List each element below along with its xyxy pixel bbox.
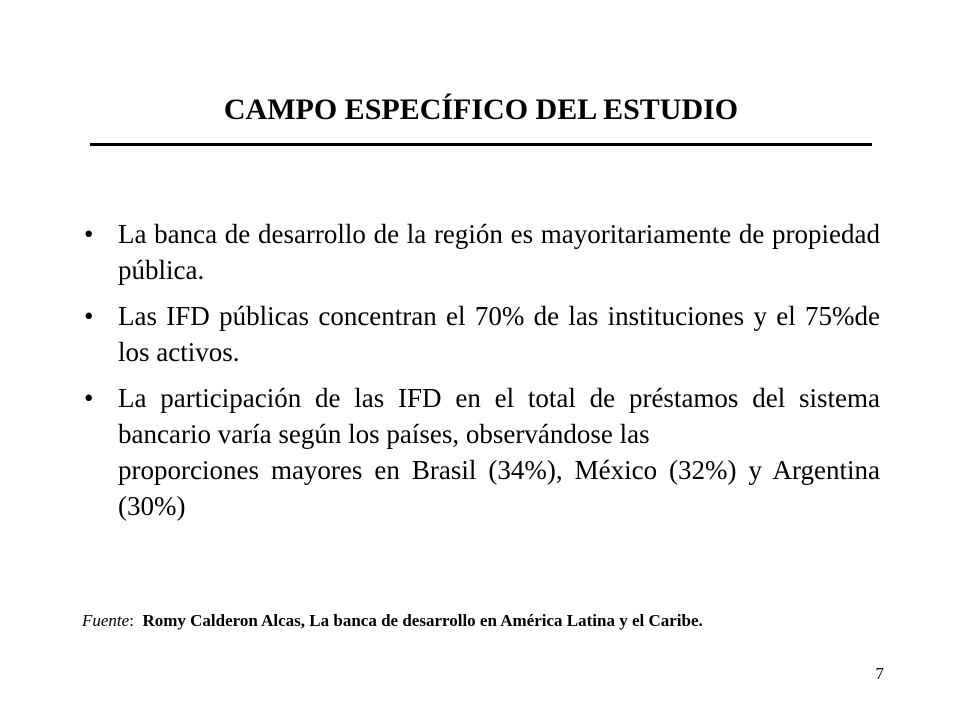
page-number: 7 [875, 664, 884, 683]
bullet-marker: • [84, 383, 94, 413]
source-separator: : [129, 611, 134, 630]
bullet-item [80, 298, 880, 370]
bullet-text: La banca de desarrollo de la región es mayoritariamente de propiedad pública. [118, 219, 880, 285]
bullet-list [80, 216, 880, 534]
source-text: Romy Calderon Alcas, La banca de desarrollo en América Latina y el Caribe. [142, 611, 703, 630]
bullet-continuation: proporciones mayores en Brasil (34%), México (32%) y Argentina (30%) [118, 455, 880, 521]
bullet-item [80, 216, 880, 288]
title-underline [90, 143, 872, 146]
slide-title: CAMPO ESPECÍFICO DEL ESTUDIO [223, 93, 739, 126]
bullet-marker: • [84, 301, 94, 331]
source-label: Fuente [82, 611, 130, 630]
bullet-text: La participación de las IFD en el total de préstamos del sistema bancario varía según los países, observándose las [118, 383, 880, 449]
bullet-text: Las IFD públicas concentran el 70% de las instituciones y el 75%de los activos. [118, 301, 880, 367]
bullet-item [80, 380, 880, 524]
source-citation [82, 610, 882, 632]
bullet-marker: • [84, 219, 94, 249]
